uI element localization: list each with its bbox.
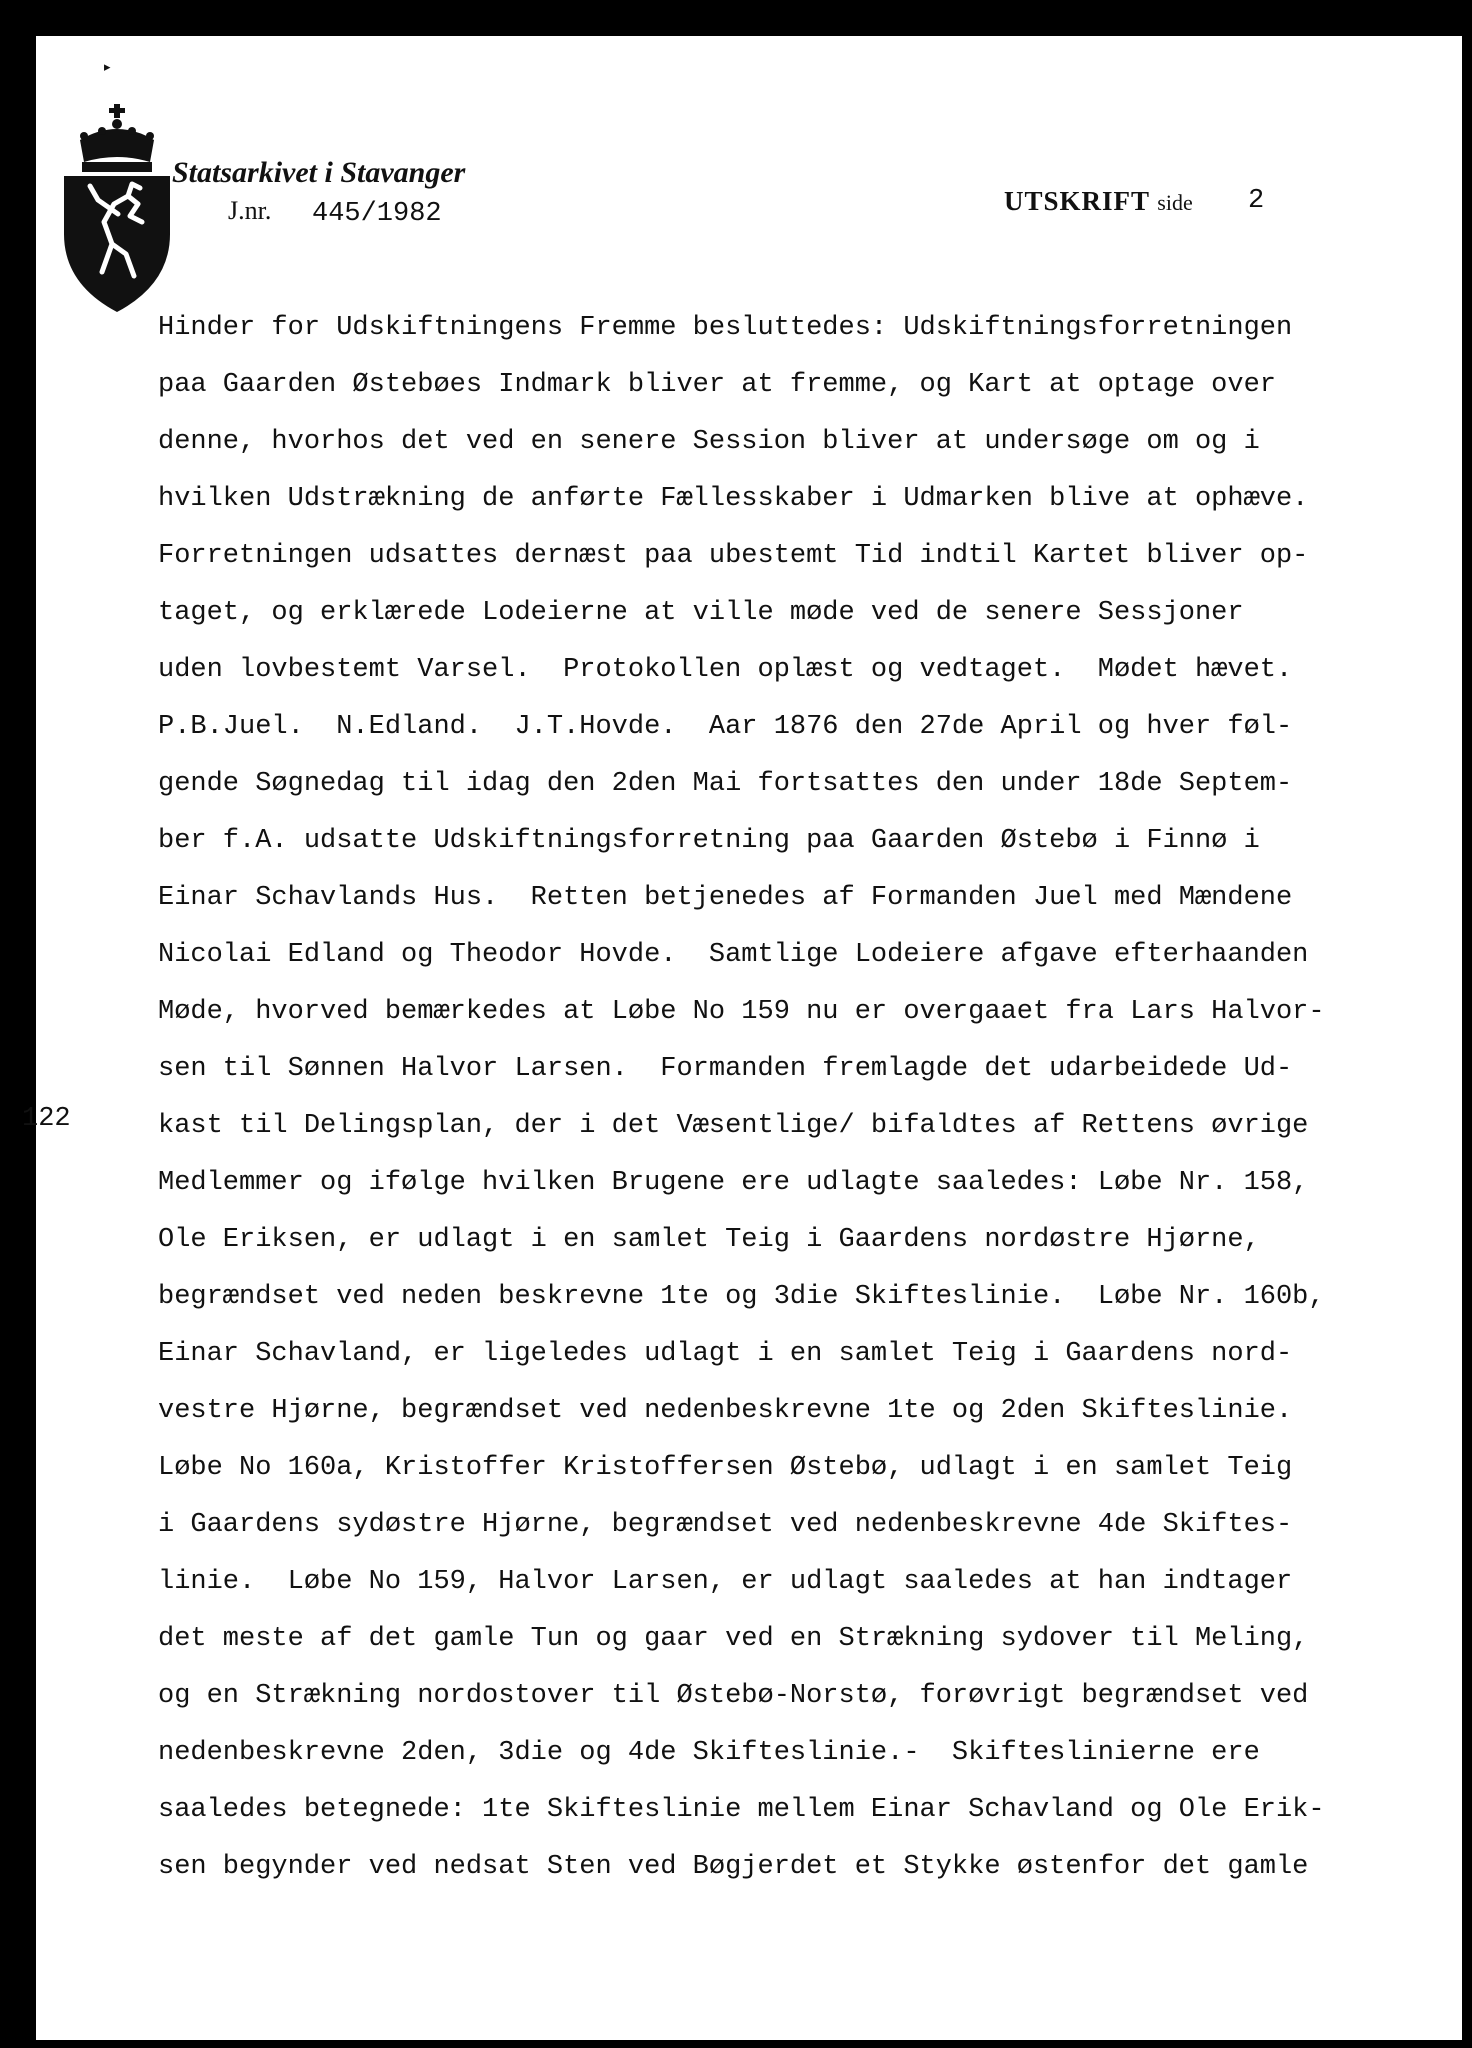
body-line: Nicolai Edland og Theodor Hovde. Samtlige Lodeiere afgave efterhaanden xyxy=(158,940,1309,970)
body-line: taget, og erklærede Lodeierne at ville møde ved de senere Sessjoner xyxy=(158,598,1244,628)
body-line: Forretningen udsattes dernæst paa ubestemt Tid indtil Kartet bliver op- xyxy=(158,541,1309,571)
side-label: side xyxy=(1157,190,1193,215)
body-line: nedenbeskrevne 2den, 3die og 4de Skifteslinie.- Skifteslinierne ere xyxy=(158,1738,1260,1768)
page-number: 2 xyxy=(1248,186,1265,216)
transcript-label: UTSKRIFT xyxy=(1004,186,1150,216)
body-line: Ole Eriksen, er udlagt i en samlet Teig i Gaardens nordøstre Hjørne, xyxy=(158,1225,1260,1255)
body-line: Løbe No 160a, Kristoffer Kristoffersen Østebø, udlagt i en samlet Teig xyxy=(158,1453,1293,1483)
body-line: Einar Schavlands Hus. Retten betjenedes af Formanden Juel med Mændene xyxy=(158,883,1293,913)
body-line: sen begynder ved nedsat Sten ved Bøgjerdet et Stykke østenfor det gamle xyxy=(158,1852,1309,1882)
norwegian-coat-of-arms-icon xyxy=(58,104,176,312)
body-line: det meste af det gamle Tun og gaar ved en Strækning sydover til Meling, xyxy=(158,1624,1309,1654)
transcript-heading xyxy=(1004,186,1193,217)
body-line: begrændset ved neden beskrevne 1te og 3die Skifteslinie. Løbe Nr. 160b, xyxy=(158,1282,1325,1312)
archive-name: Statsarkivet i Stavanger xyxy=(172,156,466,189)
body-line: saaledes betegnede: 1te Skifteslinie mellem Einar Schavland og Ole Erik- xyxy=(158,1795,1325,1825)
body-line: uden lovbestemt Varsel. Protokollen oplæst og vedtaget. Mødet hævet. xyxy=(158,655,1293,685)
body-line: vestre Hjørne, begrændset ved nedenbeskrevne 1te og 2den Skifteslinie. xyxy=(158,1396,1293,1426)
journal-number-label: J.nr. xyxy=(228,196,272,225)
body-line: linie. Løbe No 159, Halvor Larsen, er udlagt saaledes at han indtager xyxy=(158,1567,1293,1597)
scan-mark: ▸ xyxy=(104,60,111,75)
body-line: P.B.Juel. N.Edland. J.T.Hovde. Aar 1876 den 27de April og hver føl- xyxy=(158,712,1293,742)
body-line: og en Strækning nordostover til Østebø-Norstø, forøvrigt begrændset ved xyxy=(158,1681,1309,1711)
body-line: hvilken Udstrækning de anførte Fællesskaber i Udmarken blive at ophæve. xyxy=(158,484,1309,514)
body-line: denne, hvorhos det ved en senere Session bliver at undersøge om og i xyxy=(158,427,1260,457)
body-line: Einar Schavland, er ligeledes udlagt i en samlet Teig i Gaardens nord- xyxy=(158,1339,1293,1369)
body-line: gende Søgnedag til idag den 2den Mai fortsattes den under 18de Septem- xyxy=(158,769,1293,799)
body-line: i Gaardens sydøstre Hjørne, begrændset ved nedenbeskrevne 4de Skiftes- xyxy=(158,1510,1293,1540)
journal-number: 445/1982 xyxy=(312,199,442,229)
body-line: ber f.A. udsatte Udskiftningsforretning paa Gaarden Østebø i Finnø i xyxy=(158,826,1260,856)
body-line: Hinder for Udskiftningens Fremme besluttedes: Udskiftningsforretningen xyxy=(158,313,1293,343)
body-line: paa Gaarden Østebøes Indmark bliver at fremme, og Kart at optage over xyxy=(158,370,1276,400)
body-line: Møde, hvorved bemærkedes at Løbe No 159 nu er overgaaet fra Lars Halvor- xyxy=(158,997,1325,1027)
document-body xyxy=(158,300,1428,1896)
margin-note: 122 xyxy=(22,1104,71,1134)
body-line: Medlemmer og ifølge hvilken Brugene ere udlagte saaledes: Løbe Nr. 158, xyxy=(158,1168,1309,1198)
body-line: sen til Sønnen Halvor Larsen. Formanden fremlagde det udarbeidede Ud- xyxy=(158,1054,1293,1084)
body-line: kast til Delingsplan, der i det Væsentlige/ bifaldtes af Rettens øvrige xyxy=(158,1111,1309,1141)
